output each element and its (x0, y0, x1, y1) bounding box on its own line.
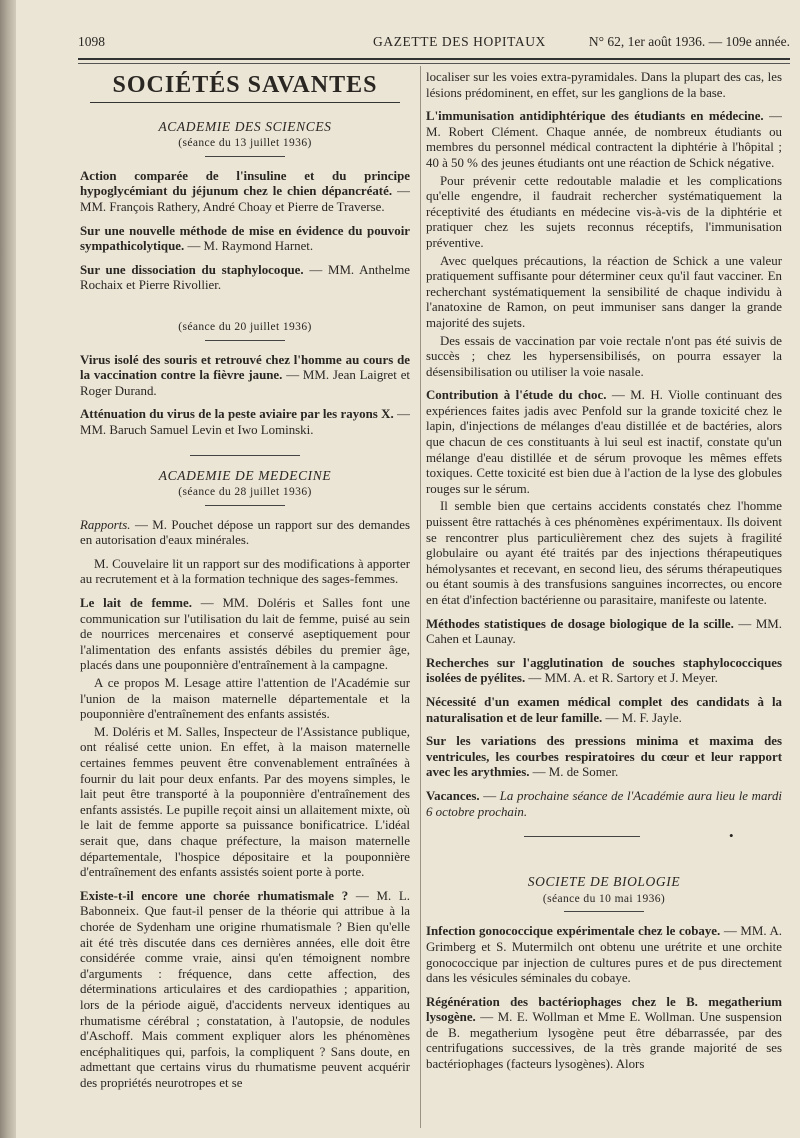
paper-entry (426, 617, 782, 648)
immunisation-paragraph-2: Pour prévenir cette redoutable maladie et les complications qu'elle engendre, il faudrait rechercher systématiquement la réceptivité des étudiants en médecine vis-à-vis de la diphtérie et pratiquer chez les sujets reconnus réceptifs, l'immunisation préventive. (426, 173, 782, 250)
paper-entry (426, 734, 782, 781)
section-heading-sciences: ACADEMIE DES SCIENCES (158, 118, 332, 134)
paper-authors: — MM. Cahen et Launay. (426, 616, 782, 647)
paper-title: Méthodes statistiques de dosage biologique de la scille. (426, 616, 734, 631)
paper-title: Régénération des bactériophages chez le B. megatherium lysogène. (426, 994, 782, 1025)
divider (205, 340, 285, 341)
paper-authors: — MM. Jean Laigret et Roger Durand. (80, 368, 410, 398)
left-column (80, 70, 410, 1132)
seance-date: (séance du 10 mai 1936) (542, 892, 666, 905)
choree-paragraph (80, 889, 410, 1092)
immunisation-text: — M. Robert Clément. Chaque année, de nombreux étudiants ou membres du personnel médical contractent la diphtérie à l'hôpital ; 40 à 50 % des jeunes étudiants ont une réaction de Schick négative. (426, 109, 782, 170)
paper-entry (80, 407, 410, 438)
rapports-text: — M. Pouchet dépose un rapport sur des demandes en autorisation d'eaux minérales. (80, 517, 410, 548)
rapports-paragraph (80, 518, 410, 549)
paper-entry (80, 224, 410, 255)
paper-authors: — M. de Somer. (529, 765, 619, 780)
seance-date: (séance du 20 juillet 1936) (178, 320, 312, 333)
paper-authors: — M. Raymond Harnet. (184, 239, 314, 254)
continued-text: localiser sur les voies extra-pyramidales. Dans la plupart des cas, les lésions prédominent, en effet, sur les ganglions de la base. (426, 70, 782, 100)
paper-entry (80, 263, 410, 294)
end-rule (524, 836, 640, 837)
paper-title: Action comparée de l'insuline et du principe hypoglycémiant du jéjunum chez le chien dépancréaté. (80, 168, 410, 199)
couvelaire-paragraph: M. Couvelaire lit un rapport sur des modifications à apporter au recrutement et à la formation technique des sages-femmes. (80, 556, 410, 587)
paper-title: Virus isolé des souris et retrouvé chez l'homme au cours de la vaccination contre la fièvre jaune. (80, 352, 410, 383)
right-column (426, 70, 782, 1132)
seance-date: (séance du 28 juillet 1936) (178, 486, 312, 499)
paper-authors: — M. E. Wollman et Mme E. Wollman. Une suspension de B. megatherium lysogène peut être débarrassée, par des centrifugations successives, de la très grande majorité de ses bactériophages (facteurs lysogènes). Alors (426, 1010, 782, 1072)
paper-authors: — MM. Baruch Samuel Levin et Iwo Lominski. (80, 407, 410, 437)
immunisation-title: L'immunisation antidiphtérique des étudiants en médecine. (426, 109, 764, 124)
lait-paragraph-3: M. Doléris et M. Salles, Inspecteur de l'Assistance publique, ont réalisé cette union. En effet, à la maison maternelle certaines femmes peuvent être convenablement entraînées à fournir du lait pour deux enfants. Par des moyens simples, le lait peut être transporté à la pouponnière d'entraînement des enfants assistés. Le pupille reçoit ainsi un allaitement mixte, où le lait de femme apporte sa puissance bonificatrice. L'idéal serait que, dans chaque préfecture, la maison maternelle départementale, l'hospice dépositaire et la pouponnière d'entraînement des enfants assistés soient porte à porte. (80, 724, 410, 880)
paper-title: Nécessité d'un examen médical complet des candidats à la naturalisation et de leur famille. (426, 694, 782, 725)
choc-title: Contribution à l'étude du choc. (426, 388, 607, 403)
choree-text: — M. L. Babonneix. Que faut-il penser de la théorie qui attribue à la chorée de Sydenham une origine rhumatismale ? Bien qu'elle ait été très discutée dans ces dernières années, elle doit être considérée comme vraie, ainsi qu'en témoignent nombre d'arguments : fréquence, dans cette affection, des déterminations articulaires et des cardiopathies ; apparition, lors de la période aiguë, d'accidents nerveux identiques au rhumatisme cérébral ; constatation, à l'autopsie, de nodules d'Aschoff. Mais comment expliquer alors les phénomènes encéphalitiques qui, parfois, la compliquent ? Sans doute, en admettant que certains virus du rhumatisme peuvent acquérir des propriétés neurotropes et se (80, 888, 410, 1090)
page-number: 1098 (78, 34, 105, 49)
section-divider (190, 455, 300, 456)
seance-date: (séance du 13 juillet 1936) (178, 137, 312, 150)
section-end (426, 828, 782, 850)
paper-title: Sur une nouvelle méthode de mise en évidence du pouvoir sympathicolytique. (80, 223, 410, 254)
lait-paragraph-2: A ce propos M. Lesage attire l'attention de l'Académie sur l'union de la maison maternelle départementale et la pouponnière d'entraînement des enfants assistés. (80, 676, 410, 722)
paper-entry (426, 656, 782, 687)
choc-paragraph-2: Il semble bien que certains accidents constatés chez l'homme puissent être rattachés à ces phénomènes expérimentaux. Ils doivent se rencontrer plus particulièrement chez des sujets à fragilité globulaire ou ayant été traités par des injections thérapeutiques hémolysantes et recevant, en second lieu, des sérums thérapeutiques ou étant soumis à des transfusions sanguines incorrectes, ou encore en état d'infection bactérienne ou parasitaire, manifeste ou latente. (426, 499, 782, 607)
column-separator (420, 66, 421, 1128)
vacances-title: Vacances. (426, 788, 480, 803)
section-heading-biologie: SOCIETE DE BIOLOGIE (527, 874, 681, 890)
running-header (78, 34, 790, 56)
paper-authors: — MM. A. Grimberg et S. Mutermilch ont obtenu une urétrite et une orchite gonococcique par injection de cultures pures et de pus directement dans les vésicules séminales du cobaye. (426, 924, 782, 986)
header-rule-thin (78, 63, 790, 64)
divider (205, 505, 285, 506)
page-binding-shadow (0, 0, 16, 1138)
choc-text: — M. H. Violle continuant des expériences faites jadis avec Penfold sur la grande toxicité chez le lapin, d'injections de mélanges d'eau distillée et de bactéries, alors que chacun de ces constituants à lui seul est inactif, constate qu'un mélange d'eau distillée et de sérum provoque les mêmes effets toxiques. Cette toxicité est bien due à l'action de la lyse des globules rouges sur le sérum. (426, 388, 782, 496)
choree-title: Existe-t-il encore une chorée rhumatismale ? (80, 888, 349, 903)
title-rule (90, 102, 400, 103)
divider (205, 156, 285, 157)
lait-title: Le lait de femme. (80, 596, 192, 611)
rapports-label: Rapports. (80, 517, 131, 532)
page-title: SOCIÉTÉS SAVANTES (112, 72, 378, 98)
paper-entry (426, 924, 782, 986)
immunisation-paragraph-4: Des essais de vaccination par voie rectale n'ont pas été suivis de succès ; chez les hypersensibilisés, on pourra essayer la désensibilisation ou utiliser la voie nasale. (426, 333, 782, 379)
divider (564, 911, 644, 912)
paper-entry (426, 695, 782, 726)
end-mark: • (729, 828, 734, 844)
vacances-paragraph (426, 789, 782, 820)
paper-authors: — MM. Anthelme Rochaix et Pierre Rivollier. (80, 262, 410, 293)
vacances-text: La prochaine séance de l'Académie aura lieu le mardi 6 octobre prochain. (426, 788, 782, 819)
journal-title: GAZETTE DES HOPITAUX (373, 34, 546, 49)
issue-date: N° 62, 1er août 1936. — 109e année. (588, 34, 790, 49)
paper-entry (80, 353, 410, 400)
paper-title: Recherches sur l'agglutination de souches staphylococciques isolées de pyélites. (426, 655, 782, 686)
paper-entry (426, 995, 782, 1073)
paper-title: Infection gonococcique expérimentale chez le cobaye. (426, 924, 721, 939)
header-rule-thick (78, 58, 790, 60)
vacances-dash: — (479, 788, 500, 803)
immunisation-paragraph-3: Avec quelques précautions, la réaction de Schick a une valeur pratiquement suffisante pour déterminer ceux qu'il faut vacciner. En recherchant systématiquement la sensibilité de chaque individu à l'anatoxine de Ramon, on peut immuniser sans danger la grande majorité des sujets. (426, 253, 782, 330)
section-heading-medecine: ACADEMIE DE MEDECINE (158, 467, 332, 483)
choc-paragraph (426, 388, 782, 497)
paper-entry (80, 169, 410, 216)
lait-paragraph (80, 596, 410, 674)
paper-authors: — M. F. Jayle. (602, 710, 682, 725)
paper-title: Sur une dissociation du staphylocoque. (80, 262, 304, 277)
paper-title: Atténuation du virus de la peste aviaire par les rayons X. (80, 407, 394, 422)
paper-title: Sur les variations des pressions minima et maxima des ventricules, les courbes respiratoires du cœur et leur rapport avec les arythmies. (426, 734, 782, 780)
paper-authors: — MM. François Rathery, André Choay et Pierre de Traverse. (80, 184, 410, 214)
lait-text: — MM. Doléris et Salles font une communication sur l'utilisation du lait de femme, puisé au sein de nourrices mercenaires et conservé aseptiquement pour l'alimentation des enfants assistés débiles du premier âge, placés dans une pouponnière d'entraînement à la campagne. (80, 596, 410, 673)
paper-authors: — MM. A. et R. Sartory et J. Meyer. (525, 671, 718, 686)
immunisation-paragraph (426, 109, 782, 171)
